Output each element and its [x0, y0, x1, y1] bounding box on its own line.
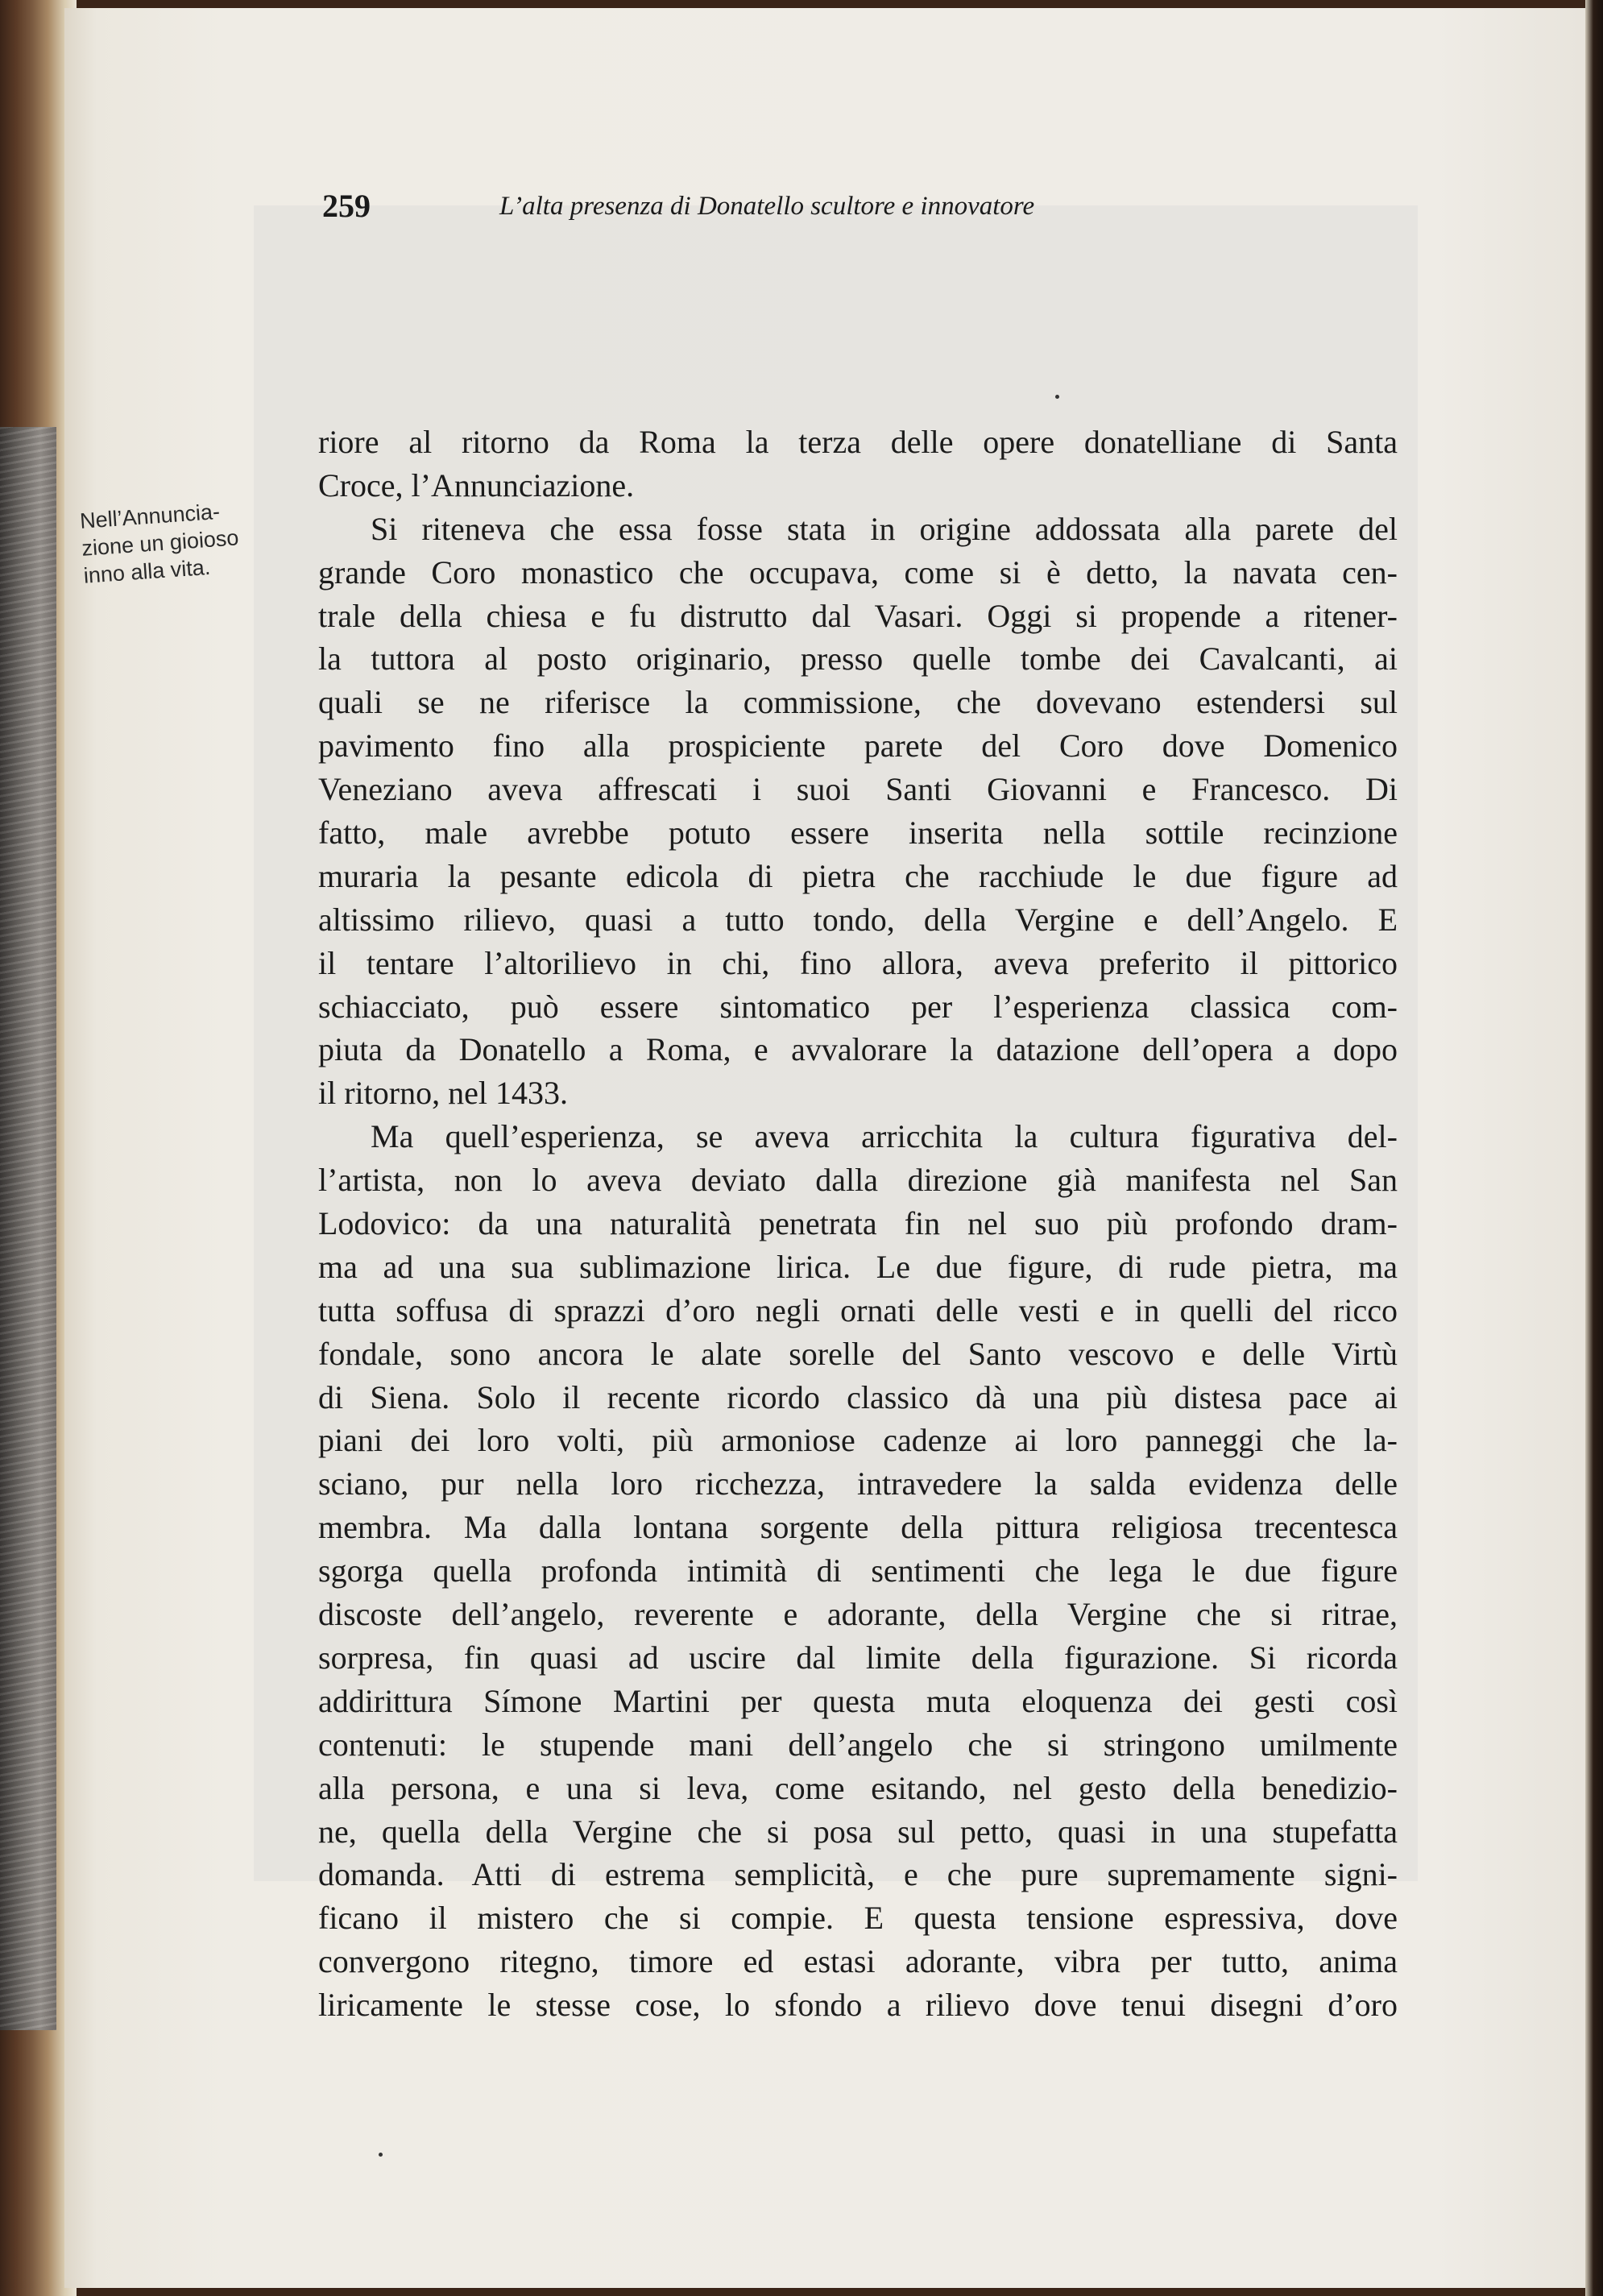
- text-line: alla persona, e una si leva, come esitando, nel gesto della benedizio-: [318, 1769, 1398, 1806]
- text-line: contenuti: le stupende mani dell’angelo che si stringono umilmente: [318, 1726, 1398, 1763]
- running-header: [322, 187, 1450, 235]
- body-text: [318, 421, 1398, 2027]
- page-number: 259: [322, 188, 371, 224]
- marginal-note-line: zione un gioioso: [81, 525, 240, 561]
- text-line: grande Coro monastico che occupava, come si è detto, la navata cen-: [318, 553, 1398, 591]
- text-line: pavimento fino alla prospiciente parete del Coro dove Domenico: [318, 727, 1398, 765]
- text-line: il tentare l’altorilievo in chi, fino allora, aveva preferito il pittorico: [318, 944, 1398, 981]
- text-line: Veneziano aveva affrescati i suoi Santi Giovanni e Francesco. Di: [318, 771, 1398, 808]
- text-line: Croce, l’Annunciazione.: [318, 466, 635, 504]
- text-line: riore al ritorno da Roma la terza delle opere donatelliane di Santa: [318, 424, 1398, 460]
- text-line: sciano, pur nella loro ricchezza, intravedere la salda evidenza delle: [318, 1465, 1398, 1502]
- text-line: il ritorno, nel 1433.: [318, 1075, 568, 1112]
- text-line: sgorga quella profonda intimità di sentimenti che lega le due figure: [318, 1552, 1398, 1589]
- text-line: liricamente le stesse cose, lo sfondo a rilievo dove tenui disegni d’oro: [318, 1987, 1398, 2024]
- marginal-note-line: inno alla vita.: [82, 554, 212, 588]
- text-line: convergono ritegno, timore ed estasi adorante, vibra per tutto, anima: [318, 1943, 1398, 1980]
- ink-speck: [379, 2153, 383, 2157]
- ink-speck: [1055, 395, 1059, 399]
- text-line: la tuttora al posto originario, presso quelle tombe dei Cavalcanti, ai: [318, 640, 1398, 678]
- running-title: L’alta presenza di Donatello scultore e innovatore: [499, 192, 1035, 221]
- page-right-edge: [1585, 0, 1603, 2296]
- binding-cloth: [0, 427, 56, 2030]
- text-line: quali se ne riferisce la commissione, che dovevano estendersi sul: [318, 684, 1398, 721]
- text-line: tutta soffusa di sprazzi d’oro negli ornati delle vesti e in quelli del ricco: [318, 1291, 1398, 1328]
- text-line: ne, quella della Vergine che si posa sul petto, quasi in una stupefatta: [318, 1813, 1398, 1850]
- text-line: membra. Ma dalla lontana sorgente della pittura religiosa trecentesca: [318, 1509, 1398, 1546]
- text-line: discoste dell’angelo, reverente e adorante, della Vergine che si ritrae,: [318, 1596, 1398, 1633]
- marginal-note-line: Nell’Annuncia-: [79, 499, 221, 533]
- text-line: Lodovico: da una naturalità penetrata fin nel suo più profondo dram-: [318, 1205, 1398, 1242]
- text-line: piani dei loro volti, più armoniose cadenze ai loro panneggi che la-: [318, 1422, 1398, 1459]
- text-line: muraria la pesante edicola di pietra che racchiude le due figure ad: [318, 857, 1398, 894]
- text-line: trale della chiesa e fu distrutto dal Vasari. Oggi si propende a ritener-: [318, 597, 1398, 634]
- text-line: piuta da Donatello a Roma, e avvalorare la datazione dell’opera a dopo: [318, 1031, 1398, 1068]
- text-line: ma ad una sua sublimazione lirica. Le due figure, di rude pietra, ma: [318, 1248, 1398, 1285]
- text-line: Si riteneva che essa fosse stata in origine addossata alla parete del: [371, 510, 1398, 547]
- text-line: domanda. Atti di estrema semplicità, e che pure supremamente signi-: [318, 1856, 1398, 1893]
- text-line: fondale, sono ancora le alate sorelle del Santo vescovo e delle Virtù: [318, 1335, 1398, 1372]
- text-line: altissimo rilievo, quasi a tutto tondo, della Vergine e dell’Angelo. E: [318, 901, 1398, 938]
- marginal-note: [79, 491, 325, 590]
- text-line: sorpresa, fin quasi ad uscire dal limite della figurazione. Si ricorda: [318, 1639, 1398, 1676]
- text-line: schiacciato, può essere sintomatico per l’esperienza classica com-: [318, 988, 1398, 1025]
- text-line: fatto, male avrebbe potuto essere inserita nella sottile recinzione: [318, 814, 1398, 852]
- text-line: l’artista, non lo aveva deviato dalla direzione già manifesta nel San: [318, 1162, 1398, 1199]
- text-line: di Siena. Solo il recente ricordo classico dà una più distesa pace ai: [318, 1378, 1398, 1415]
- text-line: Ma quell’esperienza, se aveva arricchita la cultura figurativa del-: [371, 1118, 1398, 1155]
- text-line: addirittura Símone Martini per questa muta eloquenza dei gesti così: [318, 1682, 1398, 1719]
- text-line: ficano il mistero che si compie. E questa tensione espressiva, dove: [318, 1900, 1398, 1937]
